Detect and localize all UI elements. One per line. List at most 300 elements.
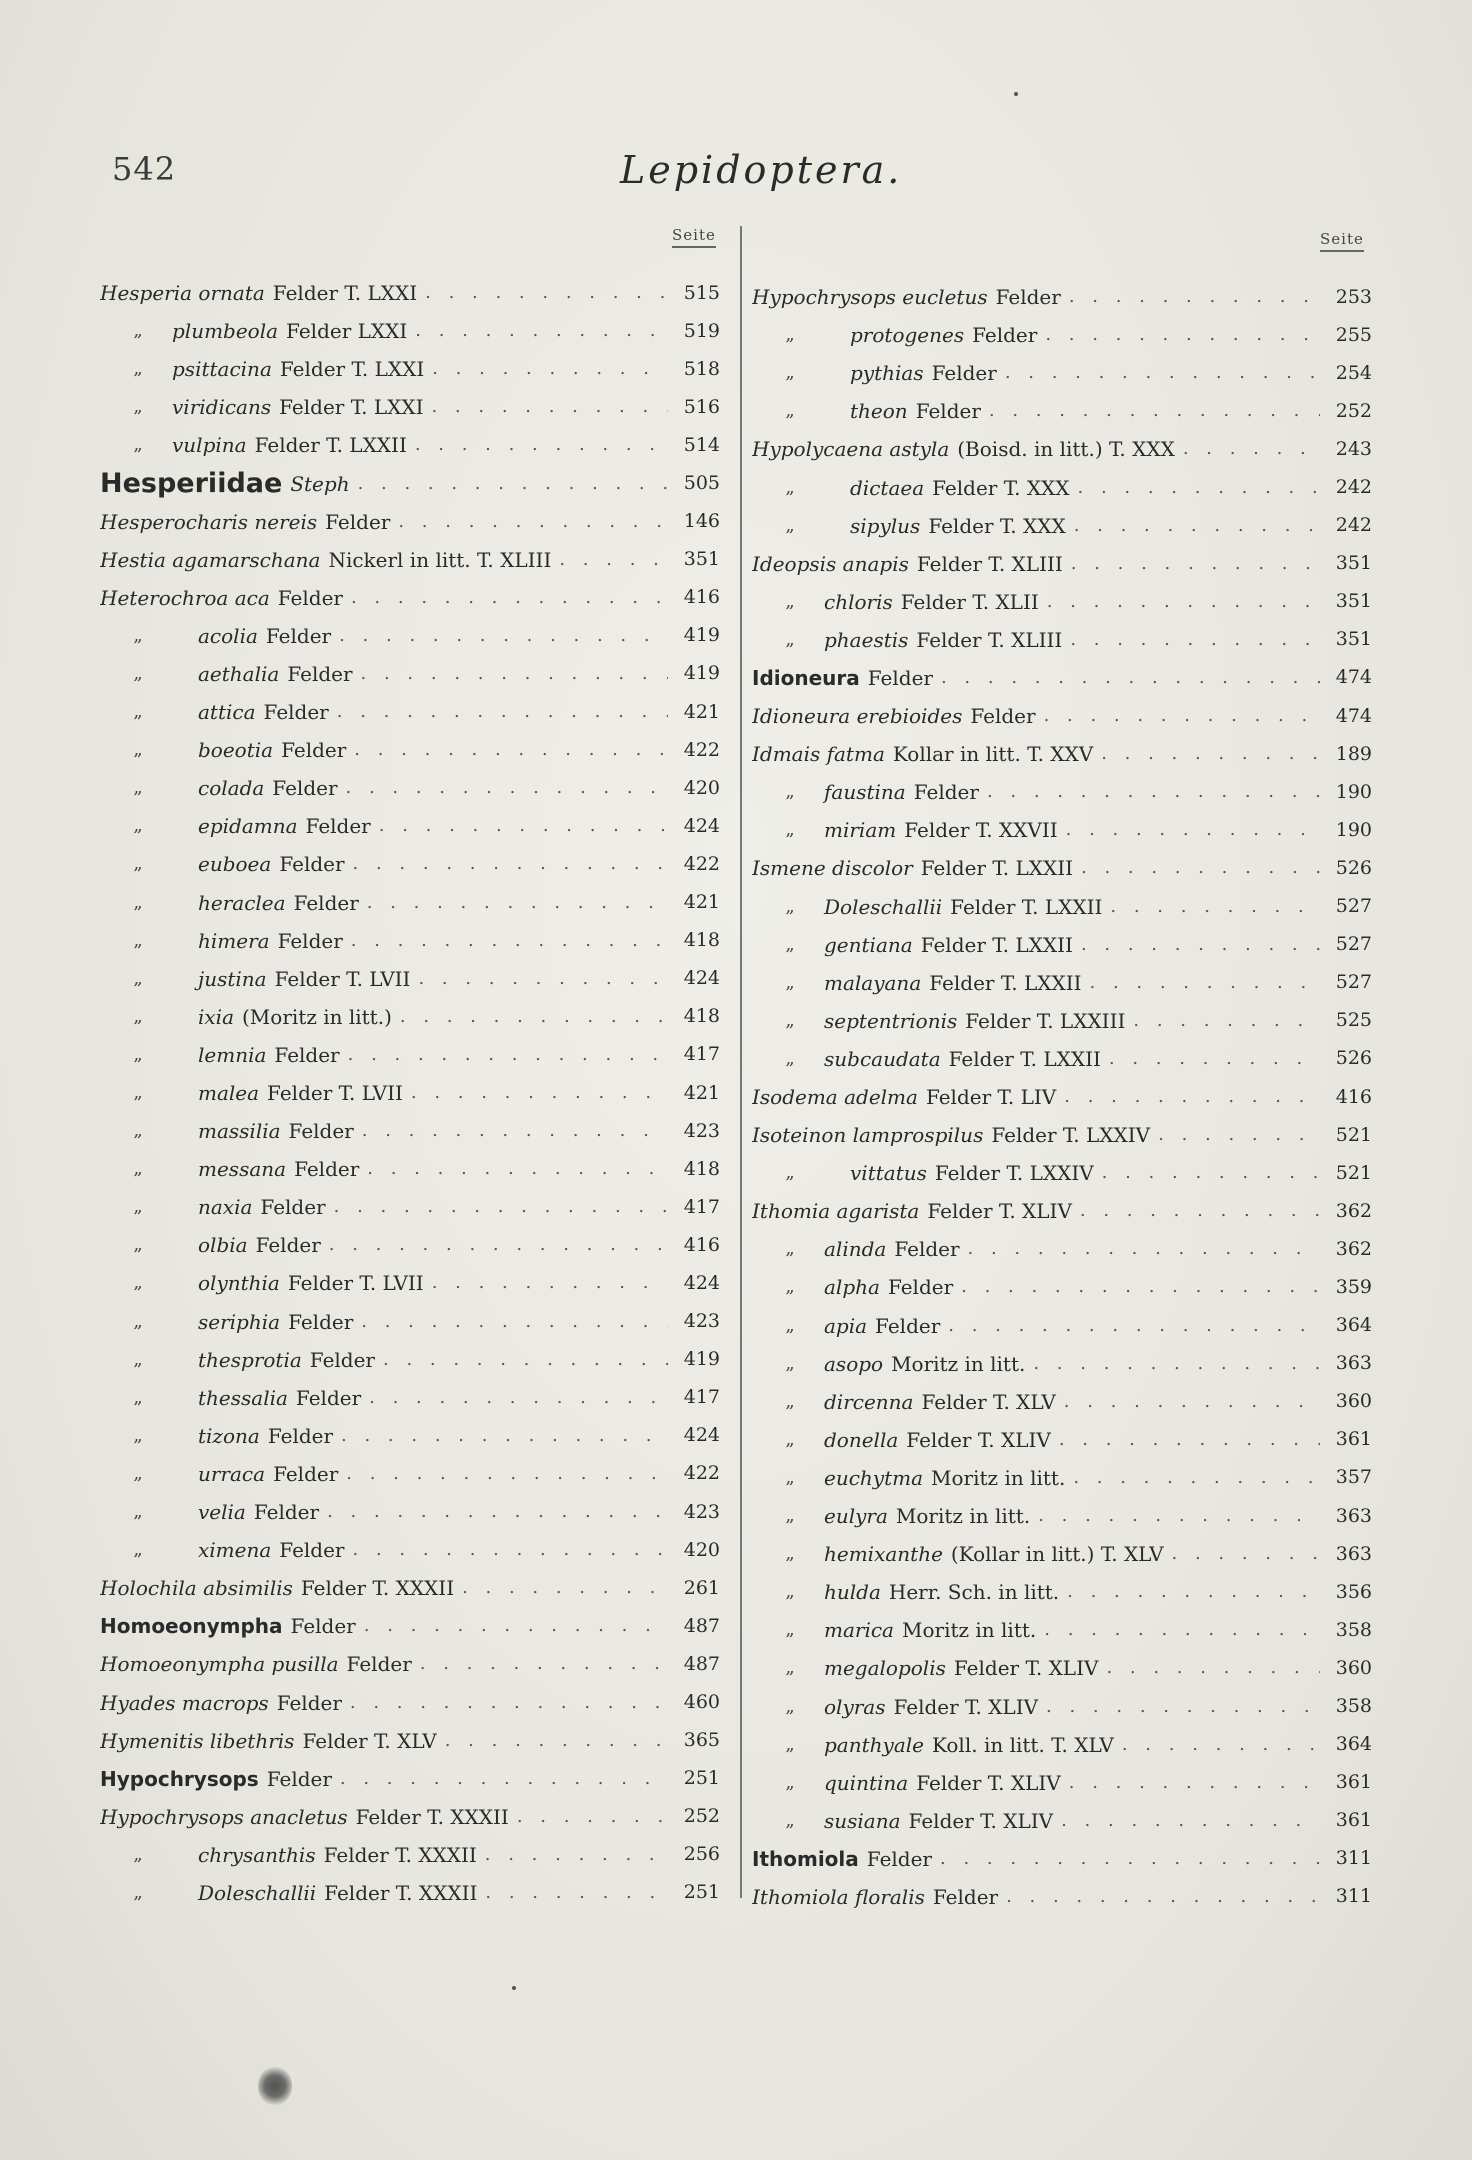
taxon-name: naxia <box>198 1195 253 1220</box>
taxon-name: olynthia <box>198 1271 280 1296</box>
ditto-mark: „ <box>785 1733 795 1755</box>
page-ref: 365 <box>683 1729 720 1752</box>
taxon-name: malea <box>198 1081 260 1106</box>
taxon-author: Felder T. LXXII <box>950 894 1103 919</box>
index-entry <box>752 392 1372 430</box>
dot-leaders <box>346 1465 668 1483</box>
page-ref: 423 <box>683 1500 720 1523</box>
page-ref: 190 <box>1335 780 1372 803</box>
index-column-left <box>100 274 720 1912</box>
taxon-author: Felder T. XLIV <box>927 1199 1072 1224</box>
taxon-name: faustina <box>824 780 906 805</box>
dot-leaders <box>462 1579 668 1597</box>
taxon-name: Hypochrysops eucletus <box>752 285 988 310</box>
dot-leaders <box>418 970 668 988</box>
ditto-mark: „ <box>785 324 795 346</box>
taxon-name: olbia <box>198 1233 248 1258</box>
ditto-mark: „ <box>785 1466 795 1488</box>
index-entry <box>752 621 1372 659</box>
taxon-author: Felder <box>277 928 343 953</box>
page-ref: 423 <box>683 1119 720 1142</box>
page-ref: 358 <box>1335 1695 1372 1718</box>
page-ref: 424 <box>683 814 720 837</box>
taxon-name: acolia <box>198 623 258 648</box>
dot-leaders <box>1106 1659 1320 1677</box>
page-ref: 505 <box>683 472 720 495</box>
taxon-name: Doleschallii <box>198 1880 317 1905</box>
page-ref: 361 <box>1335 1809 1372 1832</box>
taxon-author: Felder <box>281 738 347 763</box>
page-ref: 418 <box>683 929 720 952</box>
page-ref: 243 <box>1335 437 1372 460</box>
ditto-mark: „ <box>785 628 795 650</box>
page-ref: 422 <box>683 852 720 875</box>
dot-leaders <box>485 1846 668 1864</box>
taxon-name: epidamna <box>198 814 298 839</box>
dot-leaders <box>348 1046 668 1064</box>
page-ref: 526 <box>1335 856 1372 879</box>
taxon-author: Felder T. XLV <box>302 1728 437 1753</box>
index-entry <box>100 1493 720 1531</box>
page-ref: 417 <box>683 1043 720 1066</box>
taxon-author: Felder <box>290 1614 356 1639</box>
taxon-author: Felder <box>267 1423 334 1448</box>
dot-leaders <box>383 1351 668 1369</box>
index-entry <box>752 1307 1372 1345</box>
taxon-name: Isoteinon lamprospilus <box>752 1123 984 1148</box>
taxon-name: quintina <box>824 1770 909 1795</box>
page-ref: 351 <box>1335 590 1372 613</box>
page-ref: 261 <box>683 1576 720 1599</box>
ditto-mark: „ <box>785 1581 795 1603</box>
ditto-mark: „ <box>133 396 143 418</box>
taxon-name: euchytma <box>824 1465 924 1490</box>
dot-leaders <box>1059 1431 1320 1449</box>
page-ref: 362 <box>1335 1199 1372 1222</box>
taxon-name: Hesperocharis nereis <box>100 509 318 534</box>
taxon-name: subcaudata <box>824 1046 941 1071</box>
taxon-author: Felder <box>915 399 981 424</box>
taxon-author: Felder T. XXXII <box>355 1804 509 1829</box>
taxon-name: vittatus <box>850 1161 927 1186</box>
ditto-mark: „ <box>785 1695 795 1717</box>
taxon-author: Felder <box>255 1233 321 1258</box>
taxon-author: Felder <box>887 1275 954 1300</box>
ditto-mark: „ <box>133 701 143 723</box>
index-entry <box>100 693 720 731</box>
taxon-author: Felder <box>875 1313 941 1338</box>
index-entry <box>100 503 720 541</box>
taxon-name: malayana <box>824 970 922 995</box>
ditto-mark: „ <box>785 1543 795 1565</box>
taxon-author: Felder T. XXXII <box>324 1880 478 1905</box>
taxon-author: Felder <box>866 1846 932 1871</box>
index-entry <box>100 1722 720 1760</box>
dot-leaders <box>1070 631 1320 649</box>
index-entry <box>100 1188 720 1226</box>
page-ref: 251 <box>683 1767 720 1790</box>
index-entry <box>100 1036 720 1074</box>
dot-leaders <box>341 1427 668 1445</box>
ditto-mark: „ <box>133 1462 143 1484</box>
dot-leaders <box>329 1236 668 1254</box>
page-ref: 361 <box>1335 1771 1372 1794</box>
page-ref: 526 <box>1335 1047 1372 1070</box>
taxon-name: miriam <box>824 818 897 843</box>
taxon-author: Felder T. XXX <box>928 513 1066 538</box>
index-entry <box>752 1421 1372 1459</box>
paper-speck <box>1014 92 1018 96</box>
taxon-author: Felder T. XXXII <box>300 1576 455 1601</box>
taxon-author: Felder <box>295 1385 362 1410</box>
index-entry <box>100 312 720 350</box>
ditto-mark: „ <box>785 1657 795 1679</box>
ditto-mark: „ <box>785 514 795 536</box>
taxon-author: Felder T. XLIII <box>916 551 1063 576</box>
index-entry <box>752 354 1372 392</box>
page-ref: 460 <box>683 1691 720 1714</box>
page-ref: 423 <box>683 1310 720 1333</box>
dot-leaders <box>367 1160 668 1178</box>
index-entry <box>100 1531 720 1569</box>
taxon-name: phaestis <box>824 627 909 652</box>
taxon-name: heraclea <box>198 890 286 915</box>
taxon-author: Felder T. XLIV <box>953 1656 1099 1681</box>
dot-leaders <box>358 475 668 493</box>
taxon-name: chloris <box>824 589 893 614</box>
index-entry <box>100 807 720 845</box>
taxon-author: Felder T. XLIII <box>916 627 1063 652</box>
index-entry <box>752 735 1372 773</box>
index-entry <box>752 1611 1372 1649</box>
seite-label-right: Seite <box>1320 230 1364 252</box>
taxon-author: (Boisd. in litt.) T. XXX <box>957 437 1175 462</box>
dot-leaders <box>400 1008 668 1026</box>
taxon-name: ixia <box>198 1004 234 1029</box>
ditto-mark: „ <box>785 895 795 917</box>
taxon-name: velia <box>198 1500 246 1525</box>
page-ref: 419 <box>683 1348 720 1371</box>
taxon-author: Felder T. XLIV <box>908 1808 1054 1833</box>
page-ref: 190 <box>1335 818 1372 841</box>
index-entry <box>100 617 720 655</box>
ditto-mark: „ <box>133 320 143 342</box>
taxon-name: Homoeonympha pusilla <box>100 1652 339 1677</box>
index-entry <box>752 1268 1372 1306</box>
dot-leaders <box>398 513 668 531</box>
taxon-name: olyras <box>824 1694 886 1719</box>
ditto-mark: „ <box>785 1505 795 1527</box>
dot-leaders <box>362 1122 668 1140</box>
taxon-author: Kollar in litt. T. XXV <box>892 742 1094 767</box>
page-ref: 364 <box>1335 1314 1372 1337</box>
taxon-name: eulyra <box>824 1504 888 1529</box>
taxon-name: seriphia <box>198 1309 281 1334</box>
taxon-name: alinda <box>824 1237 887 1262</box>
taxon-author: Nickerl in litt. T. XLIII <box>328 547 552 572</box>
taxon-author: Felder LXXI <box>286 319 408 344</box>
dot-leaders <box>425 284 668 302</box>
taxon-author: Felder T. LXXII <box>929 970 1082 995</box>
taxon-author: Felder T. XXX <box>932 475 1070 500</box>
page-ref: 252 <box>683 1805 720 1828</box>
page-ref: 515 <box>683 281 720 304</box>
index-entry <box>100 1150 720 1188</box>
index-entry <box>752 1154 1372 1192</box>
index-entry <box>100 464 720 502</box>
page-ref: 364 <box>1335 1733 1372 1756</box>
taxon-name: Holochila absimilis <box>100 1576 293 1601</box>
taxon-name: Hypochrysops anacletus <box>100 1804 348 1829</box>
index-entry <box>100 1379 720 1417</box>
page-ref: 254 <box>1335 361 1372 384</box>
running-title: Lepidoptera. <box>620 148 903 192</box>
taxon-name: aethalia <box>198 661 280 686</box>
ditto-mark: „ <box>133 662 143 684</box>
dot-leaders <box>1090 974 1321 992</box>
taxon-name: Hypochrysops <box>100 1766 259 1791</box>
dot-leaders <box>987 783 1320 801</box>
index-entry <box>100 1798 720 1836</box>
page-ref: 487 <box>683 1614 720 1637</box>
dot-leaders <box>420 1655 668 1673</box>
dot-leaders <box>1101 745 1320 763</box>
index-entry <box>752 1383 1372 1421</box>
taxon-name: Doleschallii <box>824 894 943 919</box>
dot-leaders <box>367 894 668 912</box>
taxon-name: euboea <box>198 852 272 877</box>
dot-leaders <box>369 1389 668 1407</box>
taxon-author: Felder <box>260 1195 326 1220</box>
taxon-author: Felder T. XXVII <box>904 818 1058 843</box>
dot-leaders <box>411 1084 668 1102</box>
taxon-author: Felder <box>277 585 343 610</box>
page-ref: 519 <box>683 319 720 342</box>
taxon-name: Ithomiola floralis <box>752 1884 925 1909</box>
ditto-mark: „ <box>785 971 795 993</box>
index-entry <box>752 888 1372 926</box>
taxon-name: thessalia <box>198 1385 288 1410</box>
dot-leaders <box>1081 936 1320 954</box>
ditto-mark: „ <box>133 1234 143 1256</box>
page-ref: 416 <box>1335 1085 1372 1108</box>
index-entry <box>752 1573 1372 1611</box>
ditto-mark: „ <box>785 819 795 841</box>
dot-leaders <box>1074 517 1320 535</box>
dot-leaders <box>1102 1164 1320 1182</box>
page-ref: 351 <box>1335 552 1372 575</box>
dot-leaders <box>346 779 668 797</box>
dot-leaders <box>1047 593 1320 611</box>
ditto-mark: „ <box>785 933 795 955</box>
page-ref: 417 <box>683 1386 720 1409</box>
dot-leaders <box>1078 479 1320 497</box>
taxon-author: Moritz in litt. <box>891 1351 1026 1376</box>
page-ref: 418 <box>683 1157 720 1180</box>
ditto-mark: „ <box>785 1162 795 1184</box>
dot-leaders <box>1005 364 1320 382</box>
index-entry <box>752 811 1372 849</box>
taxon-name: Idioneura <box>752 665 860 690</box>
taxon-author: Felder <box>276 1690 342 1715</box>
index-entry <box>100 922 720 960</box>
taxon-author: Felder T. XLIV <box>893 1694 1039 1719</box>
dot-leaders <box>445 1732 668 1750</box>
page-ref: 474 <box>1335 666 1372 689</box>
index-entry <box>752 1840 1372 1878</box>
dot-leaders <box>1044 707 1320 725</box>
page-ref: 360 <box>1335 1656 1372 1679</box>
page-ref: 357 <box>1335 1466 1372 1489</box>
page-ref: 422 <box>683 738 720 761</box>
index-entry <box>100 1341 720 1379</box>
taxon-author: Felder <box>970 704 1036 729</box>
page-ref: 521 <box>1335 1161 1372 1184</box>
ditto-mark: „ <box>785 1276 795 1298</box>
taxon-author: Felder T. LXXIV <box>934 1161 1094 1186</box>
taxon-name: ximena <box>198 1538 272 1563</box>
taxon-name: Hypolycaena astyla <box>752 437 950 462</box>
taxon-author: Felder <box>913 780 979 805</box>
ditto-mark: „ <box>785 1809 795 1831</box>
page-ref: 252 <box>1335 399 1372 422</box>
taxon-author: Felder T. LXXIV <box>991 1123 1151 1148</box>
index-entry <box>100 1112 720 1150</box>
paper-speck <box>512 1986 516 1990</box>
page-ref: 420 <box>683 776 720 799</box>
taxon-author: Steph <box>290 471 350 496</box>
taxon-name: septentrionis <box>824 1008 958 1033</box>
index-entry <box>752 1116 1372 1154</box>
dot-leaders <box>1006 1888 1320 1906</box>
page-ref: 527 <box>1335 933 1372 956</box>
taxon-author: Felder T. LXXII <box>920 932 1073 957</box>
taxon-author: Felder <box>305 814 371 839</box>
taxon-author: Felder <box>272 776 338 801</box>
dot-leaders <box>1172 1545 1320 1563</box>
taxon-author: Felder <box>931 361 997 386</box>
ditto-mark: „ <box>785 1428 795 1450</box>
taxon-name: theon <box>850 399 908 424</box>
ditto-mark: „ <box>133 624 143 646</box>
index-entry <box>752 926 1372 964</box>
dot-leaders <box>1064 1088 1320 1106</box>
page-ref: 359 <box>1335 1275 1372 1298</box>
index-entry <box>752 278 1372 316</box>
ditto-mark: „ <box>133 1348 143 1370</box>
taxon-name: urraca <box>198 1461 266 1486</box>
dot-leaders <box>1073 1469 1320 1487</box>
dot-leaders <box>1064 1393 1320 1411</box>
ink-stain <box>258 2066 292 2106</box>
taxon-name: Hesperia ornata <box>100 281 265 306</box>
page-ref: 361 <box>1335 1428 1372 1451</box>
ditto-mark: „ <box>133 1005 143 1027</box>
dot-leaders <box>364 1617 668 1635</box>
taxon-name: Isodema adelma <box>752 1085 918 1110</box>
taxon-name: psittacina <box>172 357 272 382</box>
page-ref: 424 <box>683 1424 720 1447</box>
index-entry <box>100 350 720 388</box>
ditto-mark: „ <box>785 362 795 384</box>
index-entry <box>100 845 720 883</box>
page-ref: 419 <box>683 662 720 685</box>
taxon-author: Felder <box>263 700 329 725</box>
dot-leaders <box>1071 555 1320 573</box>
page-ref: 421 <box>683 891 720 914</box>
ditto-mark: „ <box>785 1619 795 1641</box>
taxon-name: Idioneura erebioides <box>752 704 963 729</box>
index-entry <box>752 773 1372 811</box>
page-ref: 242 <box>1335 514 1372 537</box>
taxon-name: colada <box>198 776 265 801</box>
taxon-author: Felder T. LXXII <box>920 856 1073 881</box>
taxon-author: Felder T. XLIV <box>916 1770 1061 1795</box>
ditto-mark: „ <box>785 1238 795 1260</box>
page-ref: 420 <box>683 1538 720 1561</box>
taxon-author: Moritz in litt. <box>901 1618 1037 1643</box>
ditto-mark: „ <box>133 739 143 761</box>
page-ref: 474 <box>1335 704 1372 727</box>
index-entry <box>752 1345 1372 1383</box>
taxon-name: dictaea <box>850 475 925 500</box>
index-entry <box>100 1569 720 1607</box>
index-entry <box>752 507 1372 545</box>
ditto-mark: „ <box>133 891 143 913</box>
dot-leaders <box>353 1541 669 1559</box>
ditto-mark: „ <box>785 1390 795 1412</box>
taxon-name: asopo <box>824 1351 884 1376</box>
taxon-author: Felder <box>294 1157 360 1182</box>
taxon-name: donella <box>824 1427 899 1452</box>
index-entry <box>100 1264 720 1302</box>
ditto-mark: „ <box>133 1501 143 1523</box>
taxon-name: Idmais fatma <box>752 742 885 767</box>
taxon-name: Hymenitis libethris <box>100 1728 295 1753</box>
taxon-author: Felder <box>309 1347 375 1372</box>
index-entry <box>752 964 1372 1002</box>
dot-leaders <box>941 669 1320 687</box>
taxon-author: Felder <box>274 1042 340 1067</box>
ditto-mark: „ <box>785 1771 795 1793</box>
taxon-author: Moritz in litt. <box>931 1465 1066 1490</box>
taxon-author: Felder T. LIV <box>925 1085 1057 1110</box>
page-ref: 521 <box>1335 1123 1372 1146</box>
index-entry <box>752 1878 1372 1916</box>
dot-leaders <box>1183 440 1320 458</box>
index-entry <box>100 579 720 617</box>
page-ref: 146 <box>683 510 720 533</box>
taxon-author: Felder <box>325 509 391 534</box>
index-entry <box>100 1645 720 1683</box>
taxon-author: Felder <box>266 1766 332 1791</box>
page-ref: 351 <box>683 548 720 571</box>
taxon-name: panthyale <box>824 1732 924 1757</box>
index-entry <box>752 1802 1372 1840</box>
taxon-author: Felder <box>253 1500 320 1525</box>
taxon-name: Ismene discolor <box>752 856 913 881</box>
taxon-author: Felder <box>287 661 353 686</box>
dot-leaders <box>1081 859 1320 877</box>
page-ref: 356 <box>1335 1580 1372 1603</box>
dot-leaders <box>1067 1583 1320 1601</box>
index-entry <box>100 1303 720 1341</box>
taxon-name: sipylus <box>850 513 921 538</box>
taxon-name: susiana <box>824 1808 901 1833</box>
taxon-name: viridicans <box>172 395 272 420</box>
index-entry <box>752 697 1372 735</box>
column-divider <box>740 226 742 1898</box>
